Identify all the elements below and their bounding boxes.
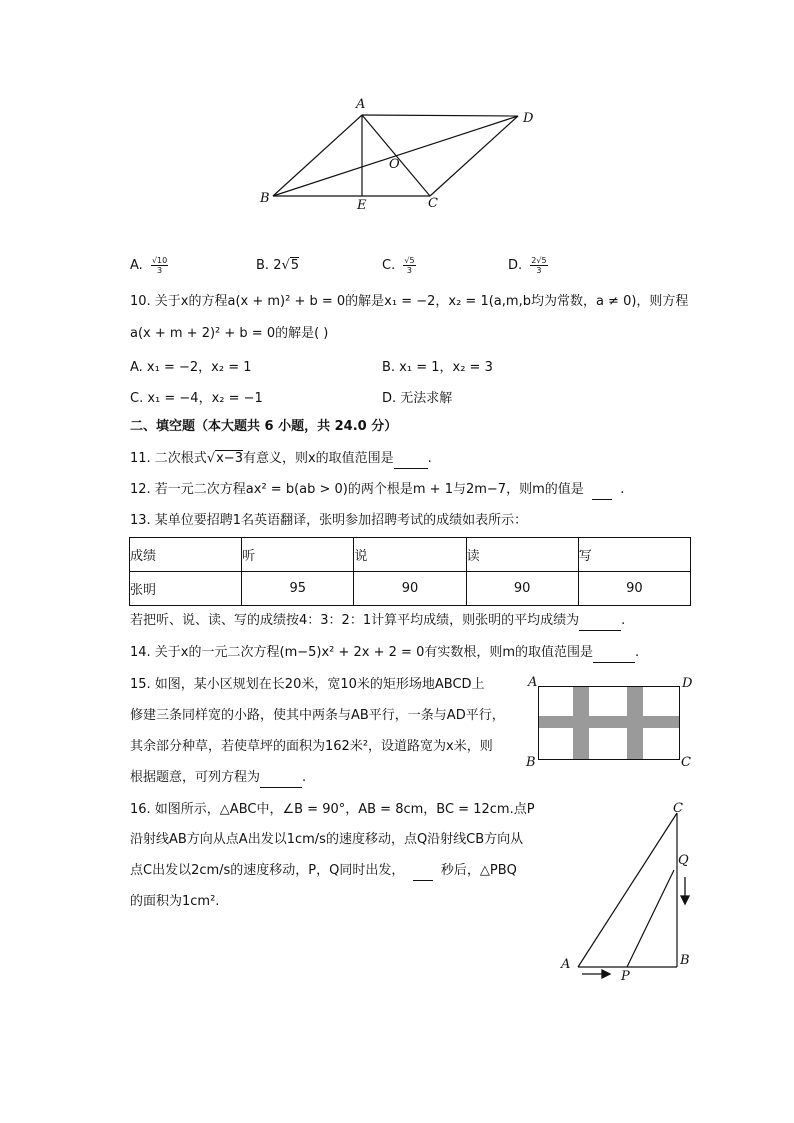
score-cell: 90 bbox=[354, 572, 466, 606]
q16-line3: 点C出发以2cm/s的速度移动，P，Q同时出发， 秒后，△PBQ bbox=[130, 862, 517, 881]
table-row bbox=[130, 572, 691, 606]
q16-answer-blank[interactable] bbox=[413, 862, 433, 881]
q13-answer-blank[interactable] bbox=[579, 612, 621, 631]
q11-answer-blank[interactable] bbox=[394, 450, 428, 469]
road-vertical-2 bbox=[627, 686, 643, 760]
q15-label-d: D bbox=[682, 676, 693, 691]
q12: 12. 若一元二次方程ax² = b(ab > 0)的两个根是m + 1与2m−7，则m的值是 . bbox=[130, 481, 624, 500]
q10-option-c[interactable]: C. x₁ = −4，x₂ = −1 bbox=[130, 391, 263, 406]
q16-label-q: Q bbox=[678, 853, 689, 868]
q15-label-a: A bbox=[528, 675, 538, 690]
label-a: A bbox=[356, 97, 366, 112]
q10-stem-line1: 10. 关于x的方程a(x + m)² + b = 0的解是x₁ = −2，x₂ = 1(a,m,b均为常数，a ≠ 0)，则方程 bbox=[130, 294, 689, 309]
section-title: 二、填空题（本大题共 6 小题，共 24.0 分） bbox=[130, 419, 398, 434]
q16-label-c: C bbox=[673, 801, 683, 816]
rhombus-figure bbox=[250, 95, 550, 220]
road-horizontal bbox=[538, 716, 680, 728]
score-table bbox=[129, 537, 691, 606]
table-header-row bbox=[130, 538, 691, 572]
q15-line4: 根据题意，可列方程为 . bbox=[130, 769, 306, 788]
arrow-right-icon bbox=[582, 970, 610, 978]
label-b: B bbox=[260, 191, 270, 206]
q15-label-b: B bbox=[526, 755, 536, 770]
q15-label-c: C bbox=[681, 755, 691, 770]
field-figure bbox=[538, 686, 680, 760]
q15-line3: 其余部分种草，若使草坪的面积为162米²，设道路宽为x米，则 bbox=[130, 739, 493, 754]
q14: 14. 关于x的一元二次方程(m−5)x² + 2x + 2 = 0有实数根，则m的取值范围是 . bbox=[130, 644, 639, 663]
q16-label-p: P bbox=[621, 969, 630, 984]
edge-ca bbox=[578, 813, 677, 967]
diagonal-bd bbox=[273, 116, 518, 196]
q14-answer-blank[interactable] bbox=[593, 644, 635, 663]
name-cell: 张明 bbox=[130, 572, 242, 606]
q10-option-a[interactable]: A. x₁ = −2，x₂ = 1 bbox=[130, 360, 252, 375]
q16-line4: 的面积为1cm². bbox=[130, 894, 220, 909]
q12-answer-blank[interactable] bbox=[592, 481, 612, 500]
label-e: E bbox=[357, 198, 367, 213]
q15-answer-blank[interactable] bbox=[260, 769, 302, 788]
road-vertical-1 bbox=[573, 686, 589, 760]
q9-option-c[interactable]: C. $\frac{√5}{3}$ bbox=[382, 256, 415, 275]
q16-line1: 16. 如图所示，△ABC中，∠B = 90°，AB = 8cm，BC = 12cm.点P bbox=[130, 802, 535, 817]
score-cell: 90 bbox=[466, 572, 578, 606]
q9-option-a[interactable]: A. $\frac{√10}{3}$ bbox=[130, 256, 168, 275]
q16-line2: 沿射线AB方向从点A出发以1cm/s的速度移动，点Q沿射线CB方向从 bbox=[130, 832, 524, 847]
score-cell: 90 bbox=[578, 572, 690, 606]
q10-option-d[interactable]: D. 无法求解 bbox=[382, 391, 453, 406]
score-cell: 95 bbox=[242, 572, 354, 606]
arrow-down-icon bbox=[681, 877, 689, 904]
header-cell: 写 bbox=[578, 538, 690, 572]
label-c: C bbox=[428, 196, 438, 211]
q16-label-a: A bbox=[561, 957, 571, 972]
header-cell: 成绩 bbox=[130, 538, 242, 572]
q9-option-d[interactable]: D. $\frac{2√5}{3}$ bbox=[508, 256, 547, 275]
q11: 11. 二次根式√x−3有意义，则x的取值范围是 . bbox=[130, 450, 432, 469]
q13-question: 若把听、说、读、写的成绩按4：3：2：1计算平均成绩，则张明的平均成绩为 . bbox=[130, 612, 625, 631]
q10-option-b[interactable]: B. x₁ = 1，x₂ = 3 bbox=[382, 360, 493, 375]
q15-line2: 修建三条同样宽的小路，使其中两条与AB平行，一条与AD平行， bbox=[130, 708, 505, 723]
q10-stem-line2: a(x + m + 2)² + b = 0的解是( ) bbox=[130, 326, 329, 341]
header-cell: 听 bbox=[242, 538, 354, 572]
q9-option-b[interactable]: B. 2√5 bbox=[256, 258, 300, 273]
header-cell: 说 bbox=[354, 538, 466, 572]
q13-intro: 13. 某单位要招聘1名英语翻译，张明参加招聘考试的成绩如表所示： bbox=[130, 513, 528, 528]
label-o: O bbox=[389, 157, 400, 172]
q16-label-b: B bbox=[680, 953, 690, 968]
edge-ab bbox=[273, 115, 362, 196]
edge-ad bbox=[362, 115, 518, 116]
edge-cd bbox=[430, 116, 518, 196]
q15-line1: 15. 如图，某小区规划在长20米，宽10米的矩形场地ABCD上 bbox=[130, 677, 485, 692]
triangle-figure bbox=[560, 800, 700, 985]
label-d: D bbox=[523, 111, 534, 126]
header-cell: 读 bbox=[466, 538, 578, 572]
segment-pq bbox=[627, 870, 674, 967]
